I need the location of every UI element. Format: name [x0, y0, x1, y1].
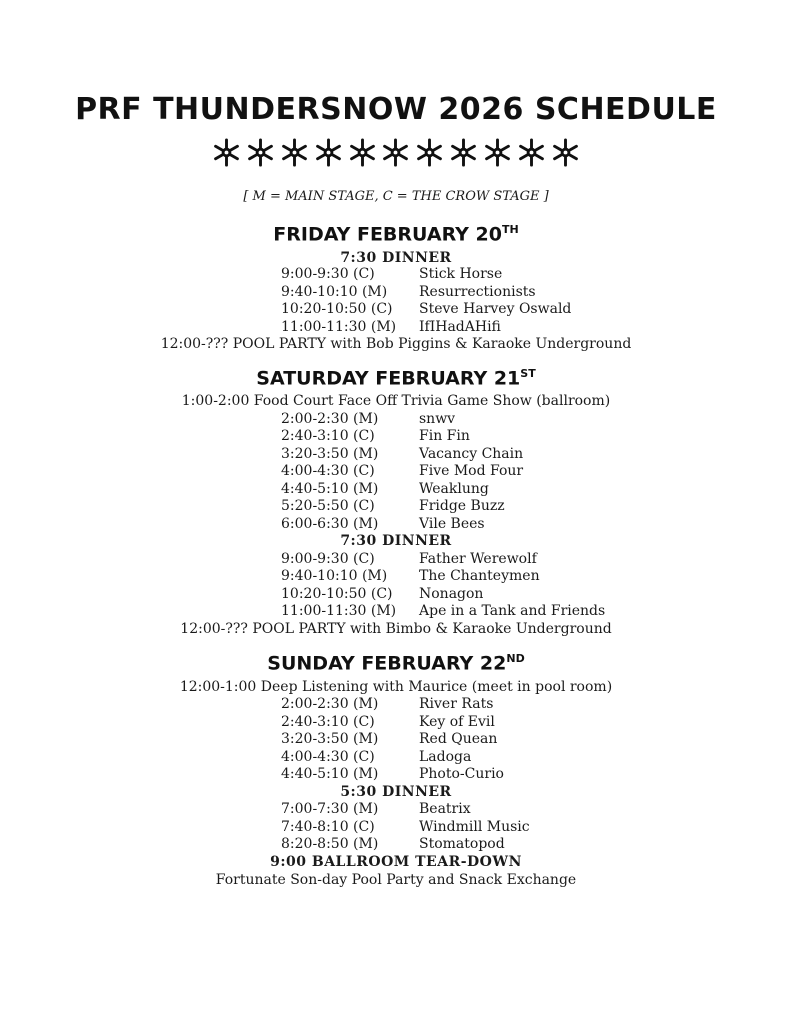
sunday-act: Windmill Music: [419, 819, 530, 835]
saturday-act: snwv: [419, 411, 456, 427]
friday-time: 11:00-11:30 (M): [281, 319, 397, 335]
sunday-dinner: 5:30 DINNER: [340, 784, 452, 800]
sunday-act: Red Quean: [419, 731, 498, 747]
snowflake-icon: [551, 138, 580, 167]
friday-heading-text: FRIDAY FEBRUARY 20: [273, 223, 502, 246]
saturday-time: 5:20-5:50 (C): [281, 498, 375, 514]
saturday-time: 2:40-3:10 (C): [281, 428, 375, 444]
snowflake-icon: [212, 138, 241, 167]
sunday-time: 3:20-3:50 (M): [281, 731, 379, 747]
sunday-opening: 12:00-1:00 Deep Listening with Maurice (meet in pool room): [179, 679, 613, 695]
snowflake-icon: [415, 138, 444, 167]
saturday-act: Vacancy Chain: [419, 446, 524, 462]
sunday-closing: Fortunate Son-day Pool Party and Snack Exchange: [215, 872, 577, 888]
sunday-time: 8:20-8:50 (M): [281, 836, 379, 852]
saturday-time: 9:40-10:10 (M): [281, 568, 388, 584]
sunday-time: 7:40-8:10 (C): [281, 819, 375, 835]
snowflake-icon: [280, 138, 309, 167]
friday-act: Resurrectionists: [419, 284, 536, 300]
friday-heading-suffix: TH: [502, 223, 519, 236]
saturday-act: Fin Fin: [419, 428, 470, 444]
sunday-time: 7:00-7:30 (M): [281, 801, 379, 817]
saturday-act: Ape in a Tank and Friends: [419, 603, 606, 619]
snowflake-icon: [449, 138, 478, 167]
saturday-time: 4:00-4:30 (C): [281, 463, 375, 479]
saturday-act: Five Mod Four: [419, 463, 524, 479]
snowflake-icon: [314, 138, 343, 167]
snowflake-icon: [517, 138, 546, 167]
saturday-act: Fridge Buzz: [419, 498, 505, 514]
sunday-heading-text: SUNDAY FEBRUARY 22: [267, 652, 507, 675]
sunday-act: River Rats: [419, 696, 494, 712]
snowflake-row: [212, 138, 580, 172]
sunday-time: 2:00-2:30 (M): [281, 696, 379, 712]
saturday-heading: [0, 367, 792, 389]
friday-act: IfIHadAHifi: [419, 319, 501, 335]
saturday-heading-suffix: ST: [520, 367, 536, 380]
saturday-opening: 1:00-2:00 Food Court Face Off Trivia Game Show (ballroom): [181, 393, 611, 409]
saturday-act: Nonagon: [419, 586, 484, 602]
snowflake-icon: [483, 138, 512, 167]
sunday-time: 4:00-4:30 (C): [281, 749, 375, 765]
sunday-heading-suffix: ND: [506, 652, 525, 665]
saturday-time: 6:00-6:30 (M): [281, 516, 379, 532]
sunday-teardown: 9:00 BALLROOM TEAR-DOWN: [270, 854, 522, 870]
saturday-time: 2:00-2:30 (M): [281, 411, 379, 427]
saturday-act: The Chanteymen: [419, 568, 540, 584]
friday-dinner: 7:30 DINNER: [340, 250, 452, 266]
saturday-act: Father Werewolf: [419, 551, 537, 567]
friday-act: Stick Horse: [419, 266, 503, 282]
friday-closing: 12:00-??? POOL PARTY with Bob Piggins & Karaoke Underground: [160, 336, 632, 352]
sunday-act: Ladoga: [419, 749, 472, 765]
sunday-time: 2:40-3:10 (C): [281, 714, 375, 730]
saturday-time: 4:40-5:10 (M): [281, 481, 379, 497]
snowflake-icon: [246, 138, 275, 167]
saturday-heading-text: SATURDAY FEBRUARY 21: [256, 367, 521, 390]
sunday-act: Beatrix: [419, 801, 471, 817]
saturday-time: 10:20-10:50 (C): [281, 586, 393, 602]
sunday-act: Stomatopod: [419, 836, 505, 852]
page-title: PRF THUNDERSNOW 2026 SCHEDULE: [75, 92, 717, 127]
saturday-act: Weaklung: [419, 481, 489, 497]
sunday-act: Key of Evil: [419, 714, 495, 730]
friday-time: 10:20-10:50 (C): [281, 301, 393, 317]
saturday-time: 9:00-9:30 (C): [281, 551, 375, 567]
saturday-time: 3:20-3:50 (M): [281, 446, 379, 462]
friday-time: 9:00-9:30 (C): [281, 266, 375, 282]
friday-act: Steve Harvey Oswald: [419, 301, 572, 317]
friday-heading: [0, 223, 792, 245]
sunday-heading: [0, 652, 792, 674]
saturday-dinner: 7:30 DINNER: [340, 533, 452, 549]
sunday-act: Photo-Curio: [419, 766, 504, 782]
saturday-time: 11:00-11:30 (M): [281, 603, 397, 619]
snowflake-icon: [381, 138, 410, 167]
saturday-act: Vile Bees: [419, 516, 485, 532]
friday-time: 9:40-10:10 (M): [281, 284, 388, 300]
stage-legend: [ M = MAIN STAGE, C = THE CROW STAGE ]: [243, 189, 549, 204]
snowflake-icon: [348, 138, 377, 167]
sunday-time: 4:40-5:10 (M): [281, 766, 379, 782]
saturday-closing: 12:00-??? POOL PARTY with Bimbo & Karaoke Underground: [180, 621, 612, 637]
